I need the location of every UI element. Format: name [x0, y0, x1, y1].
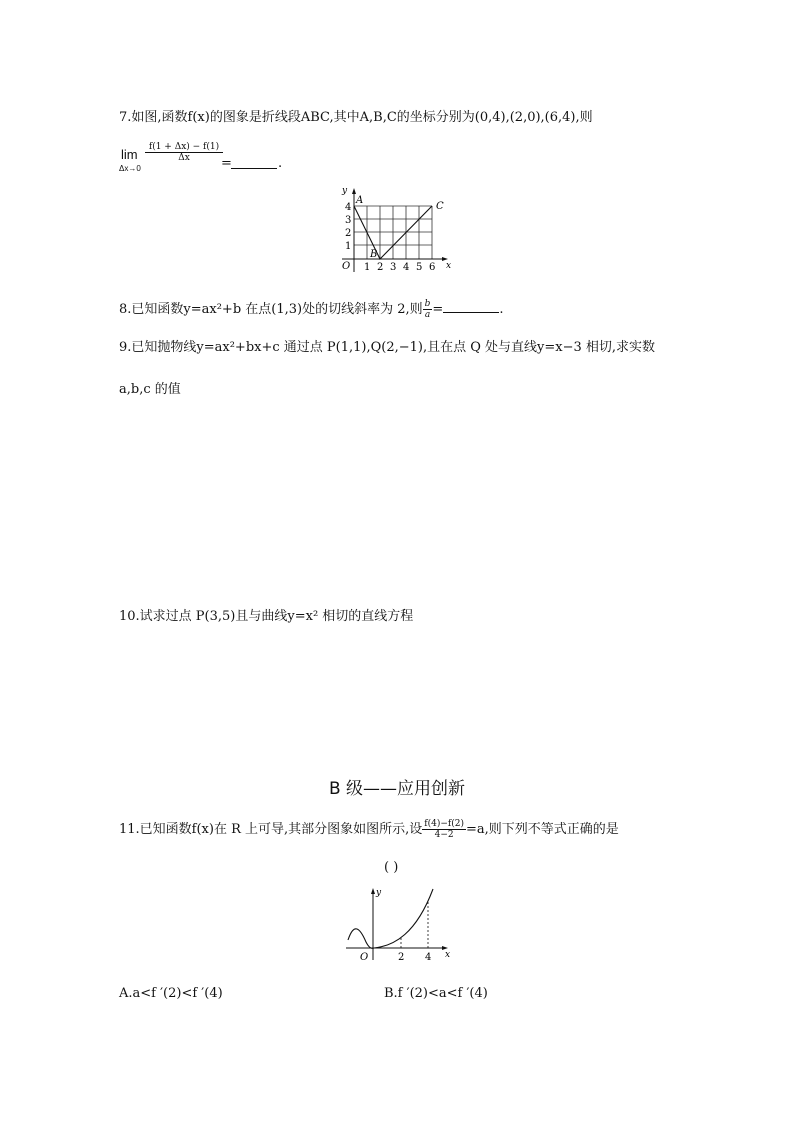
equals-sign: =	[221, 156, 232, 171]
x-tick-4: 4	[403, 262, 410, 273]
y-tick-3: 3	[345, 215, 352, 226]
option-a: A.a<f ′(2)<f ′(4)	[119, 986, 223, 1001]
limit-numerator: f(1 + Δx) − f(1)	[145, 142, 223, 153]
fraction-numerator-b: b	[424, 299, 431, 309]
question-11-answer-paren: ( )	[384, 860, 399, 875]
x-tick-4: 4	[425, 952, 432, 963]
question-9-line-1: 9.已知抛物线y=ax²+bx+c 通过点 P(1,1),Q(2,−1),且在点 Q 处与直线y=x−3 相切,求实数	[119, 340, 656, 355]
lim-label: lim	[121, 147, 138, 162]
slope-denominator: 4−2	[434, 830, 454, 840]
lim-subscript: Δx→0	[119, 164, 141, 173]
y-axis-label: y	[376, 888, 382, 898]
x-tick-2: 2	[398, 952, 405, 963]
option-b: B.f ′(2)<a<f ′(4)	[384, 986, 488, 1001]
figure-curve	[344, 884, 454, 966]
section-title: B 级——应用创新	[328, 779, 466, 799]
y-tick-4: 4	[345, 202, 352, 213]
question-7-limit: lim Δx→0 $\frac{f(1 + \Delta x) - f(1)}{\Delta x}$ = .	[119, 142, 283, 173]
point-b-label: B	[370, 249, 378, 260]
slope-numerator: f(4)−f(2)	[424, 819, 464, 829]
y-axis-label: y	[342, 186, 348, 196]
slope-fraction	[422, 819, 466, 840]
x-tick-6: 6	[429, 262, 436, 273]
y-tick-2: 2	[345, 228, 352, 239]
question-9-line-2: a,b,c 的值	[119, 382, 181, 397]
answer-blank-7	[231, 156, 277, 169]
answer-blank-8	[443, 300, 499, 313]
question-10-text: 10.试求过点 P(3,5)且与曲线y=x² 相切的直线方程	[119, 609, 414, 624]
x-axis-label: x	[445, 950, 451, 960]
x-tick-3: 3	[390, 262, 397, 273]
figure-polyline-abc	[336, 182, 458, 276]
limit-fraction	[145, 142, 223, 163]
limit-denominator: Δx	[178, 153, 190, 163]
y-tick-1: 1	[345, 241, 352, 252]
question-11-text: 11.已知函数f(x)在 R 上可导,其部分图象如图所示,设 $\frac{f(4)-f(2)}{4-2}$ =a,则下列不等式正确的是	[119, 819, 619, 840]
y-axis-arrow	[352, 188, 356, 194]
origin-label: O	[360, 952, 369, 963]
function-curve	[348, 889, 433, 948]
x-tick-5: 5	[416, 262, 423, 273]
question-7-text: 7.如图,函数f(x)的图象是折线段ABC,其中A,B,C的坐标分别为(0,4),(2,0),(6,4),则	[119, 110, 593, 125]
x-tick-1: 1	[364, 262, 371, 273]
question-8-text: 8.已知函数y=ax²+b 在点(1,3)处的切线斜率为 2,则 $\frac{b}{a}$ = .	[119, 299, 504, 320]
point-a-label: A	[356, 195, 364, 206]
x-axis-label: x	[446, 261, 452, 271]
y-axis-arrow	[371, 888, 375, 894]
fraction-denominator-a: a	[424, 310, 431, 320]
point-c-label: C	[436, 201, 444, 212]
b-over-a-fraction	[423, 299, 433, 320]
x-tick-2: 2	[377, 262, 384, 273]
origin-label: O	[342, 261, 351, 272]
